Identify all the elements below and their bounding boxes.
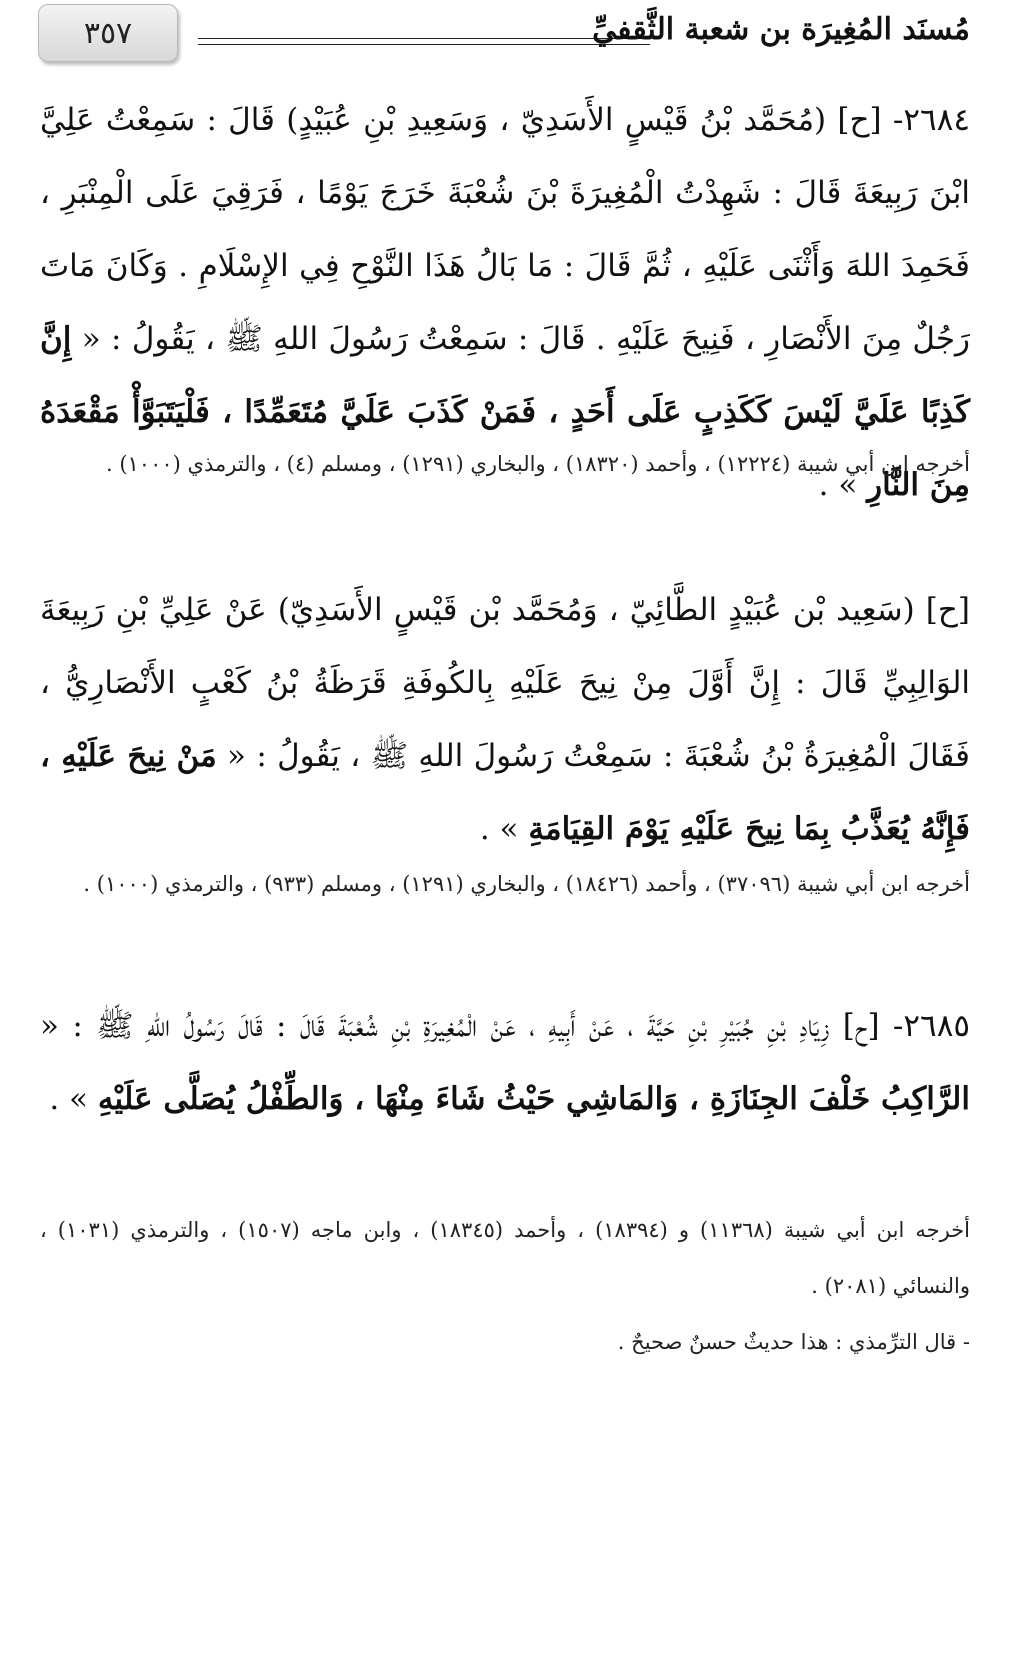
prophetic-saying: الرَّاكِبُ خَلْفَ الجِنَازَةِ ، وَالمَاشِي حَيْثُ شَاءَ مِنْهَا ، وَالطِّفْلُ يُصَلَّى عَلَيْهِ xyxy=(97,1081,970,1117)
page-number-badge xyxy=(38,4,178,62)
hadith-end: » . xyxy=(49,1081,98,1117)
hadith-end: » . xyxy=(479,811,529,847)
header-rule xyxy=(198,38,650,39)
takhrij-note-2684b: أخرجه ابن أبي شيبة (٣٧٠٩٦) ، وأحمد (١٨٤٢٦) ، والبخاري (١٢٩١) ، ومسلم (٩٣٣) ، والترمذي (١٠٠٠) . xyxy=(83,872,970,896)
hadith-text: ٢٦٨٥- [ح] زِيَادِ بْنِ جُبَيْرِ بْنِ حَيَّةَ ، عَنْ أَبِيهِ ، عَنْ الْمُغِيرَةِ بْنِ شُعْبَةَ قَالَ : قَالَ رَسُولُ اللهِ ﷺ : « xyxy=(40,1008,970,1044)
prophetic-saying: مَنْ نِيحَ عَلَيْهِ ، فَإِنَّهُ يُعَذَّبُ بِمَا نِيحَ عَلَيْهِ يَوْمَ القِيَامَةِ xyxy=(40,738,970,847)
running-title: مُسنَد المُغِيرَة بن شعبة الثَّقفيِّ xyxy=(592,12,970,47)
page-header xyxy=(0,0,1010,70)
hadith-text: [ح] (سَعِيد بْن عُبَيْدٍ الطَّائِيّ ، وَمُحَمَّد بْن قَيْسٍ الأَسَدِيّ) عَنْ عَلِيِّ بْنِ رَبِيعَةَ الوَالِبِيِّ قَالَ : إِنَّ أَوَّلَ مِنْ نِيحَ عَلَيْهِ بِالكُوفَةِ قَرَظَةُ بْنُ كَعْبٍ الأَنْصَارِيُّ ، فَقَالَ الْمُغِيرَةُ بْنُ شُعْبَةَ : سَمِعْتُ رَسُولَ اللهِ ﷺ ، يَقُولُ : « xyxy=(40,592,970,774)
header-rule xyxy=(198,44,650,45)
prophetic-saying: إِنَّ كَذِبًا عَلَيَّ لَيْسَ كَكَذِبٍ عَلَى أَحَدٍ ، فَمَنْ كَذَبَ عَلَيَّ مُتَعَمِّدًا ، فَلْيَتَبَوَّأْ مَقْعَدَهُ مِنَ النَّارِ xyxy=(40,321,970,503)
hadith-text: ٢٦٨٤- [ح] (مُحَمَّد بْنُ قَيْسٍ الأَسَدِيّ ، وَسَعِيدِ بْنِ عُبَيْدٍ) قَالَ : سَمِعْتُ عَلِيَّ ابْنَ رَبِيعَةَ قَالَ : شَهِدْتُ الْمُغِيرَةَ بْنَ شُعْبَةَ خَرَجَ يَوْمًا ، فَرَقِيَ عَلَى الْمِنْبَرِ ، فَحَمِدَ اللهَ وَأَثْنَى عَلَيْهِ ، ثُمَّ قَالَ : مَا بَالُ هَذَا النَّوْحِ فِي الإِسْلَامِ . وَكَانَ مَاتَ رَجُلٌ مِنَ الأَنْصَارِ ، فَنِيحَ عَلَيْهِ . قَالَ : سَمِعْتُ رَسُولَ اللهِ ﷺ ، يَقُولُ : « xyxy=(40,102,970,357)
tirmidhi-grading: - قال الترِّمذي : هذا حديثٌ حسنٌ صحيحٌ . xyxy=(617,1330,970,1354)
page-number: ٣٥٧ xyxy=(83,15,133,51)
hadith-2684-narration xyxy=(40,574,970,866)
hadith-2685 xyxy=(40,990,970,1136)
takhrij-note-2685: أخرجه ابن أبي شيبة (١١٣٦٨) و (١٨٣٩٤) ، وأحمد (١٨٣٤٥) ، وابن ماجه (١٥٠٧) ، والترمذي (١٠٣١) ، والنسائي (٢٠٨١) . xyxy=(40,1218,970,1298)
takhrij-note-2684: أخرجه ابن أبي شيبة (١٢٢٢٤) ، وأحمد (١٨٣٢٠) ، والبخاري (١٢٩١) ، ومسلم (٤) ، والترمذي (١٠٠٠) . xyxy=(105,452,970,476)
hadith-end: » . xyxy=(818,467,868,503)
